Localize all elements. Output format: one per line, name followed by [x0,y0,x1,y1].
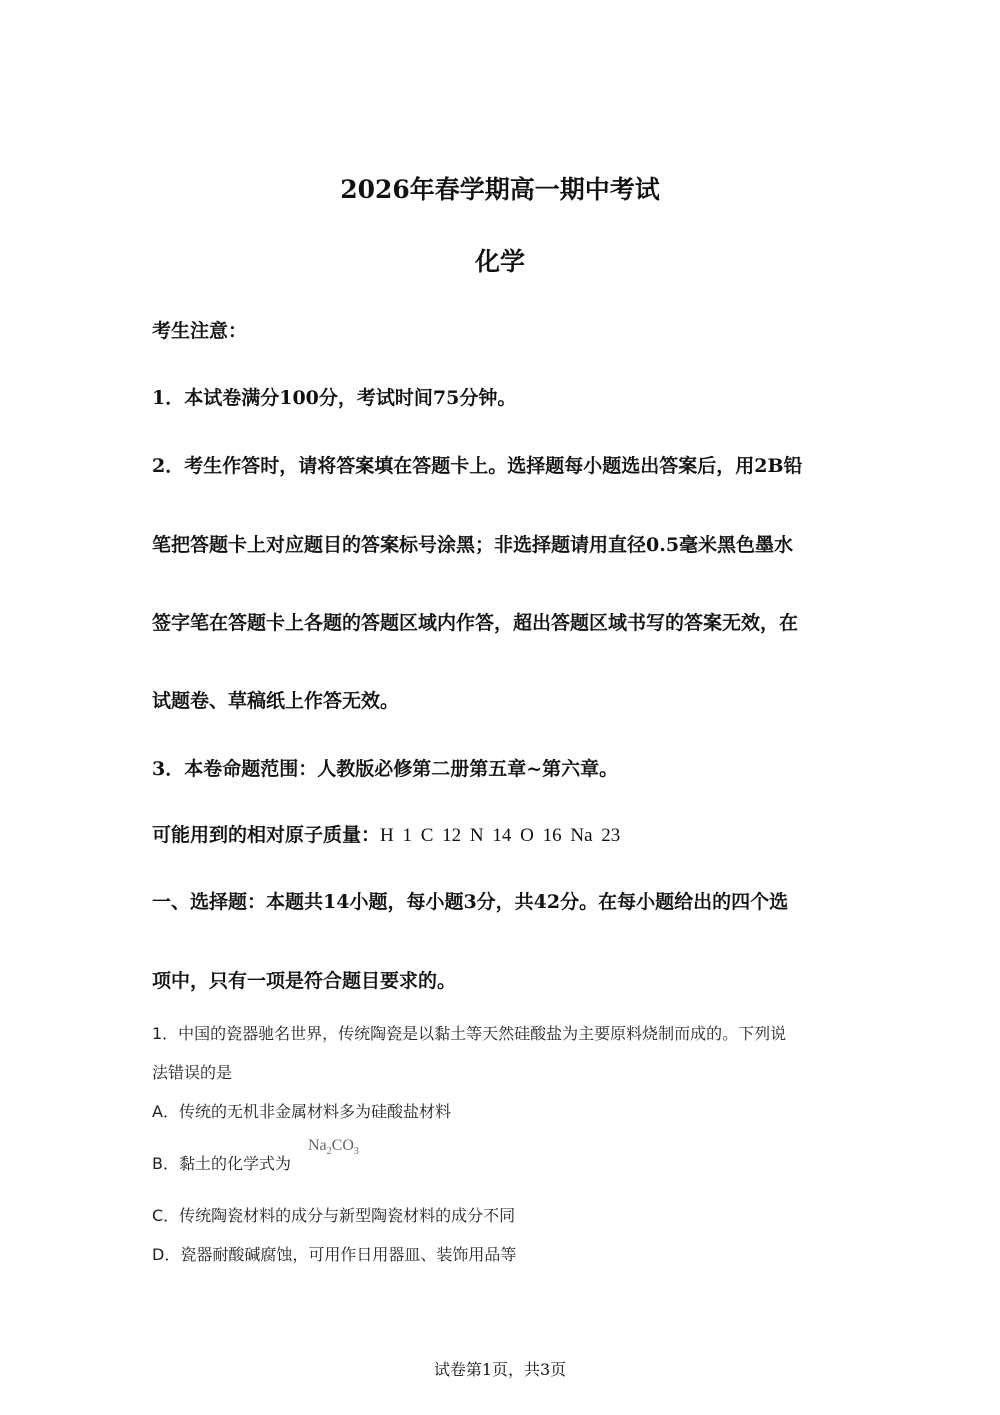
notice-item-2-line-1: 2．考生作答时，请将答案填在答题卡上。选择题每小题选出答案后，用2B铅 [152,455,803,477]
question-1-option-c: C．传统陶瓷材料的成分与新型陶瓷材料的成分不同 [152,1206,516,1225]
notice-item-2-line-4: 试题卷、草稿纸上作答无效。 [152,690,400,712]
question-1-stem-line-2: 法错误的是 [152,1063,233,1082]
question-1-option-b: B．黏土的化学式为 [152,1154,291,1173]
subject-title: 化学 [474,247,525,276]
section-1-line-1: 一、选择题：本题共14小题，每小题3分，共42分。在每小题给出的四个选 [152,891,789,913]
atomic-mass-line [152,820,620,847]
atomic-mass-label: 可能用到的相对原子质量： [152,824,381,846]
notice-item-2-line-3: 签字笔在答题卡上各题的答题区域内作答，超出答题区域书写的答案无效，在 [152,612,799,634]
atomic-mass-values: H 1 C 12 N 14 O 16 Na 23 [380,825,621,846]
question-1-option-a: A．传统的无机非金属材料多为硅酸盐材料 [152,1102,451,1121]
formula-image: $Na_2CO_3$ [308,1137,359,1158]
notice-item-2-line-2: 笔把答题卡上对应题目的答案标号涂黑；非选择题请用直径0.5毫米黑色墨水 [152,534,794,556]
question-1-stem-line-1: 1．中国的瓷器驰名世界，传统陶瓷是以黏土等天然硅酸盐为主要原料烧制而成的。下列说 [152,1024,787,1043]
page-footer: 试卷第1页，共3页 [433,1360,567,1379]
exam-title: 2026年春学期高一期中考试 [340,175,660,204]
notice-heading: 考生注意： [152,320,248,342]
notice-item-3: 3．本卷命题范围：人教版必修第二册第五章~第六章。 [152,758,619,780]
question-1-option-d: D．瓷器耐酸碱腐蚀，可用作日用器皿、装饰用品等 [152,1245,517,1264]
section-1-line-2: 项中，只有一项是符合题目要求的。 [152,970,457,992]
notice-item-1: 1．本试卷满分100分，考试时间75分钟。 [152,387,517,409]
